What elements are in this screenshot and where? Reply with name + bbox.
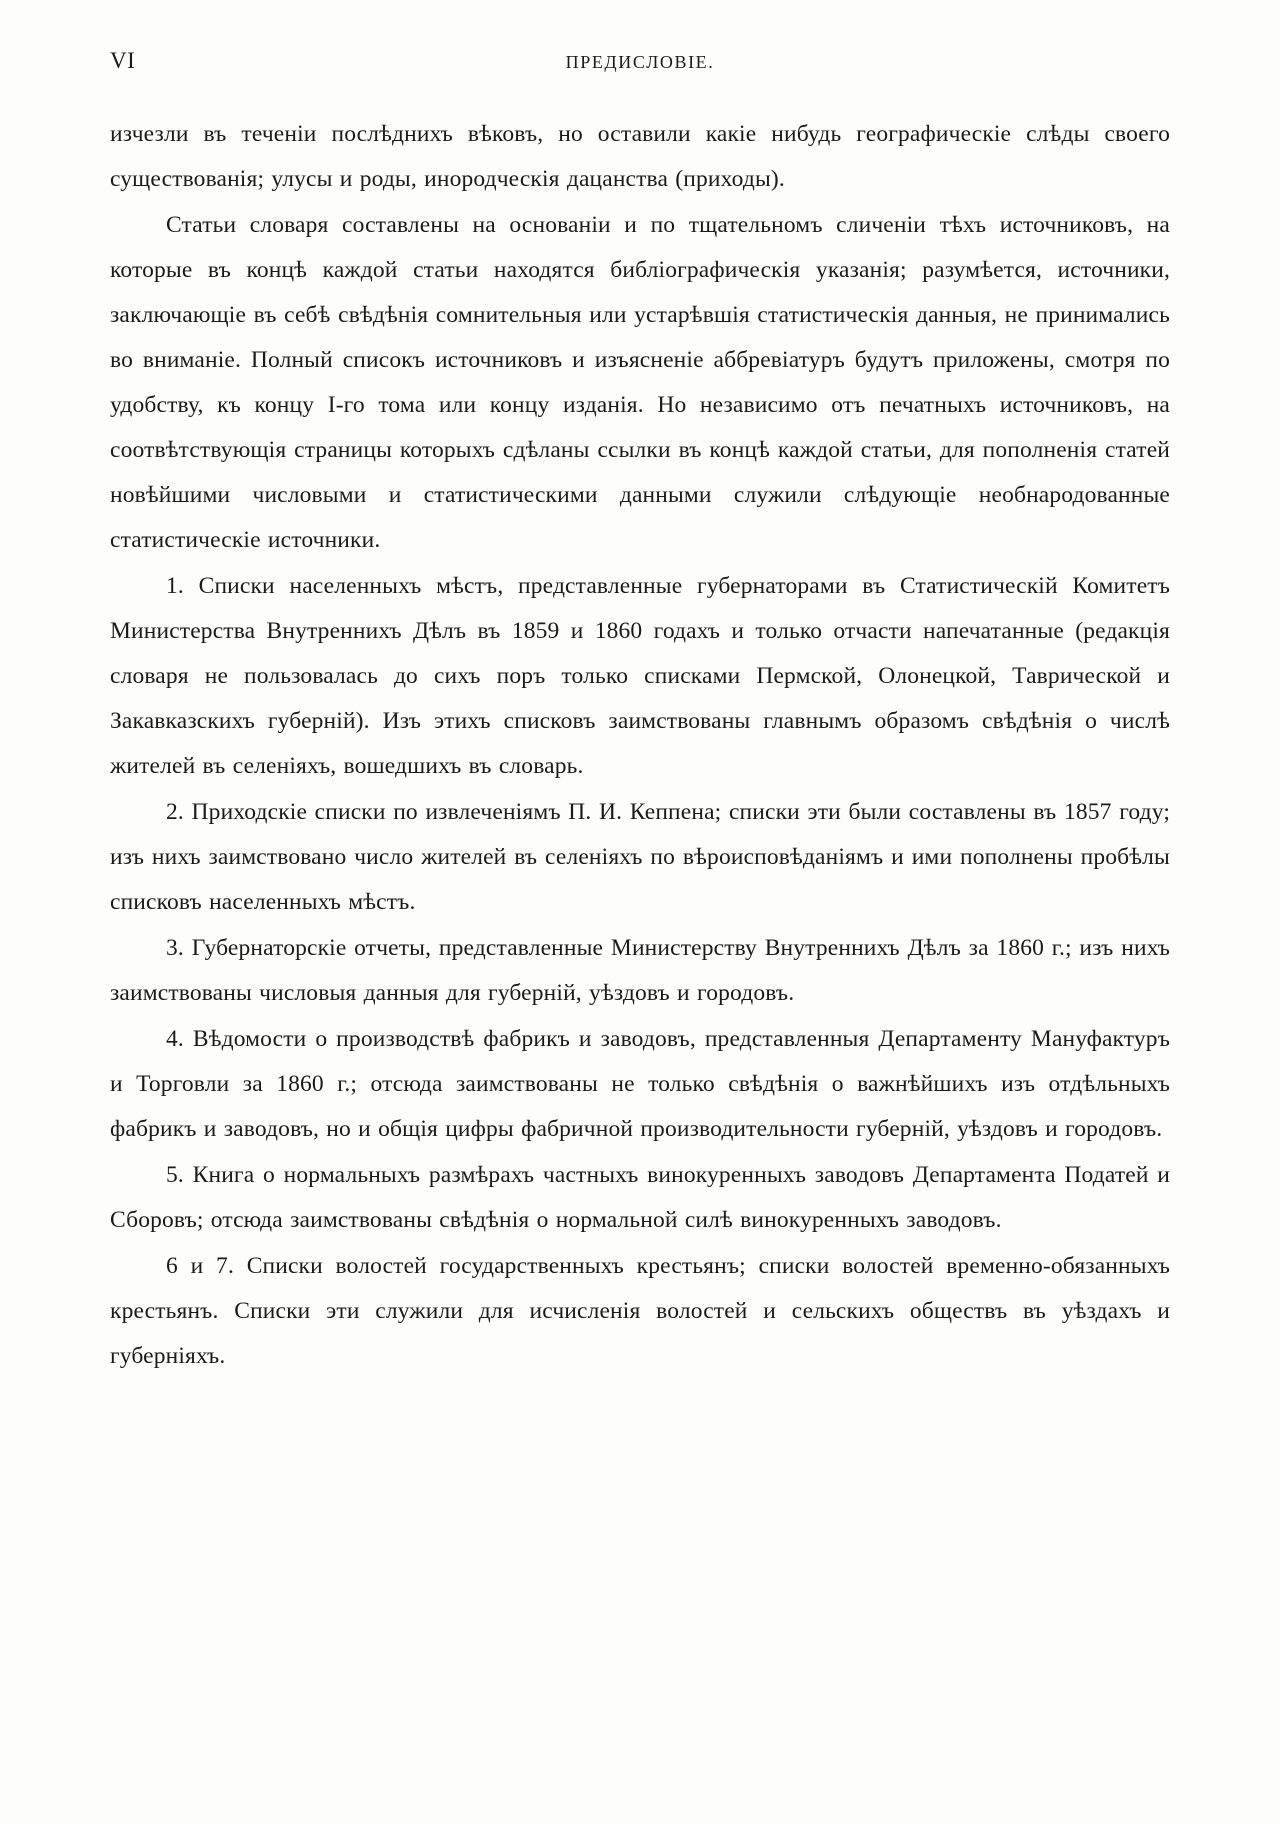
paragraph: изчезли въ теченіи послѣднихъ вѣковъ, но оставили какіе нибудь географическіе слѣды своего существованія; улусы и роды, инородческія дацанства (приходы).: [110, 121, 1170, 192]
paragraph: 2. Приходскіе списки по извлеченіямъ П. И. Кеппена; списки эти были составлены въ 1857 году; изъ нихъ заимствовано число жителей въ селеніяхъ по вѣроисповѣданіямъ и ими пополнены пробѣлы списковъ населенныхъ мѣстъ.: [110, 799, 1170, 915]
paragraph: 6 и 7. Списки волостей государственныхъ крестьянъ; списки волостей временно-обязанныхъ крестьянъ. Списки эти служили для исчисленія волостей и сельскихъ обществъ въ уѣздахъ и губерніяхъ.: [110, 1253, 1170, 1369]
paragraph: 4. Вѣдомости о производствѣ фабрикъ и заводовъ, представленныя Департаменту Мануфактуръ и Торговли за 1860 г.; отсюда заимствованы не только свѣдѣнія о важнѣйшихъ изъ отдѣльныхъ фабрикъ и заводовъ, но и общія цифры фабричной производительности губерній, уѣздовъ и городовъ.: [110, 1026, 1170, 1142]
page-header: [110, 48, 1170, 82]
page-body: [110, 112, 1170, 1379]
page-number: VI: [110, 48, 136, 73]
running-head: ПРЕДИСЛОВІЕ.: [565, 52, 715, 72]
paragraph: 5. Книга о нормальныхъ размѣрахъ частныхъ винокуренныхъ заводовъ Департамента Податей и Сборовъ; отсюда заимствованы свѣдѣнія о нормальной силѣ винокуренныхъ заводовъ.: [110, 1162, 1170, 1233]
paragraph: Статьи словаря составлены на основаніи и по тщательномъ сличеніи тѣхъ источниковъ, на которые въ концѣ каждой статьи находятся библіографическія указанія; разумѣется, источники, заключающіе въ себѣ свѣдѣнія сомнительныя или устарѣвшія статистическія данныя, не принимались во вниманіе. Полный списокъ источниковъ и изъясненіе аббревіатуръ будутъ приложены, смотря по удобству, къ концу I-го тома или концу изданія. Но независимо отъ печатныхъ источниковъ, на соотвѣтствующія страницы которыхъ сдѣланы ссылки въ концѣ каждой статьи, для пополненія статей новѣйшими числовыми и статистическими данными служили слѣдующіе необнародованные статистическіе источники.: [110, 212, 1170, 553]
paragraph: 3. Губернаторскіе отчеты, представленные Министерству Внутреннихъ Дѣлъ за 1860 г.; изъ нихъ заимствованы числовыя данныя для губерній, уѣздовъ и городовъ.: [110, 935, 1170, 1006]
paragraph: 1. Списки населенныхъ мѣстъ, представленные губернаторами въ Статистическій Комитетъ Министерства Внутреннихъ Дѣлъ въ 1859 и 1860 годахъ и только отчасти напечатанные (редакція словаря не пользовалась до сихъ поръ только списками Пермской, Олонецкой, Таврической и Закавказскихъ губерній). Изъ этихъ списковъ заимствованы главнымъ образомъ свѣдѣнія о числѣ жителей въ селеніяхъ, вошедшихъ въ словарь.: [110, 573, 1170, 779]
